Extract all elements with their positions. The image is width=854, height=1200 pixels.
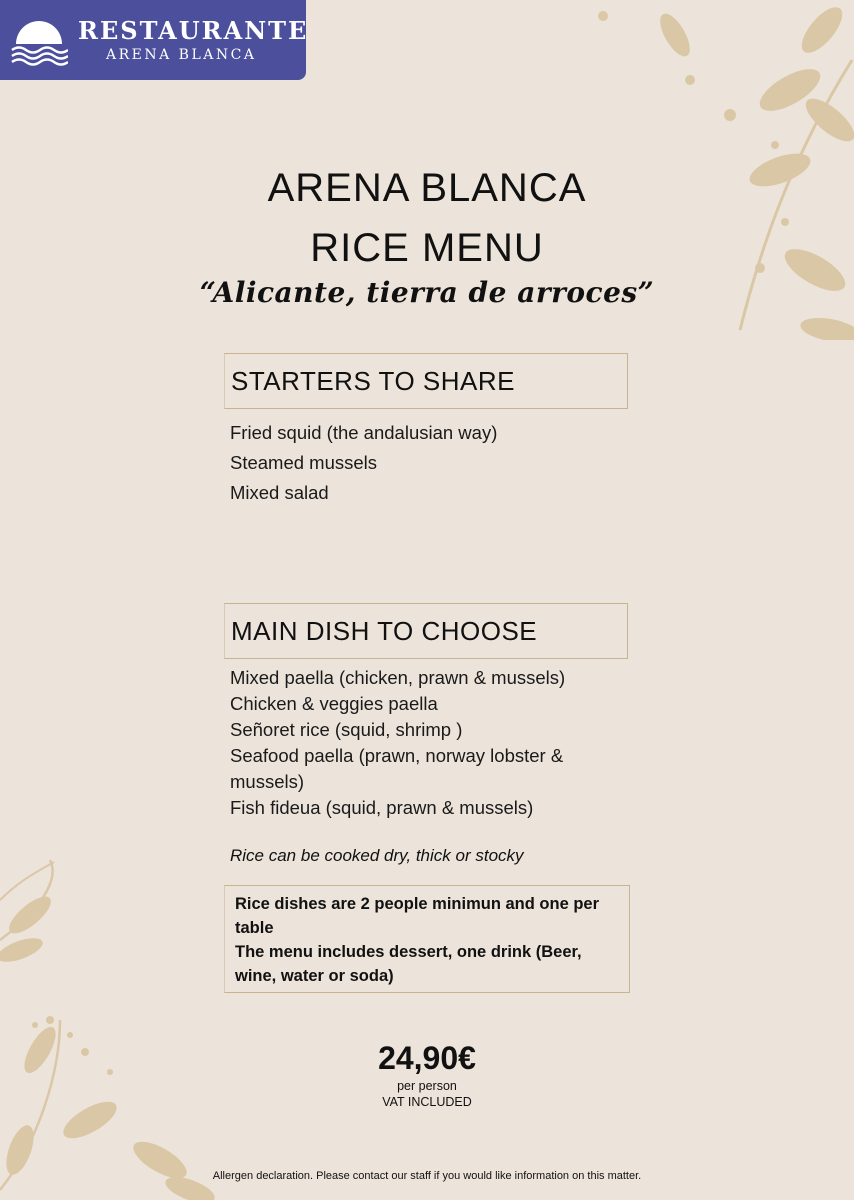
list-item: Fried squid (the andalusian way) [230, 422, 498, 443]
list-item: Seafood paella (prawn, norway lobster & [230, 745, 564, 766]
list-item: Chicken & veggies paella [230, 693, 438, 714]
info-line-1: Rice dishes are 2 people minimun and one per table [235, 895, 600, 937]
menu-title-line1: ARENA BLANCA [267, 166, 587, 210]
list-item: Steamed mussels [230, 452, 378, 473]
starters-list [230, 422, 497, 512]
mains-heading-box [224, 603, 628, 659]
list-item: Fish fideua (squid, prawn & mussels) [230, 797, 534, 818]
list-item: Mixed paella (chicken, prawn & mussels) [230, 667, 566, 688]
price-vat-note: VAT INCLUDED [382, 1095, 472, 1109]
info-box [224, 885, 630, 993]
price-amount: 24,90€ [378, 1040, 476, 1076]
restaurant-logo [0, 0, 309, 80]
list-item: Señoret rice (squid, shrimp ) [230, 719, 463, 740]
leaf-branch-decoration [0, 820, 240, 1200]
mains-heading: MAIN DISH TO CHOOSE [231, 616, 538, 646]
mains-list [230, 667, 565, 823]
list-item: mussels) [230, 771, 305, 792]
list-item: Mixed salad [230, 482, 329, 503]
allergen-declaration: Allergen declaration. Please contact our staff if you would like information on this matter. [212, 1170, 642, 1182]
price-per-person: per person [397, 1079, 457, 1093]
rice-note: Rice can be cooked dry, thick or stocky [230, 846, 524, 865]
starters-heading: STARTERS TO SHARE [231, 366, 515, 396]
starters-heading-box [224, 353, 628, 409]
info-line-2: The menu includes dessert, one drink (Beer, wine, water or soda) [235, 943, 582, 985]
sun-over-waves-icon [10, 20, 68, 66]
logo-subtitle: ARENA BLANCA [106, 47, 257, 63]
menu-title-line2: RICE MENU [310, 226, 544, 270]
logo-title: RESTAURANTE [78, 16, 309, 45]
menu-tagline: “Alicante, tierra de arroces” [199, 276, 655, 309]
